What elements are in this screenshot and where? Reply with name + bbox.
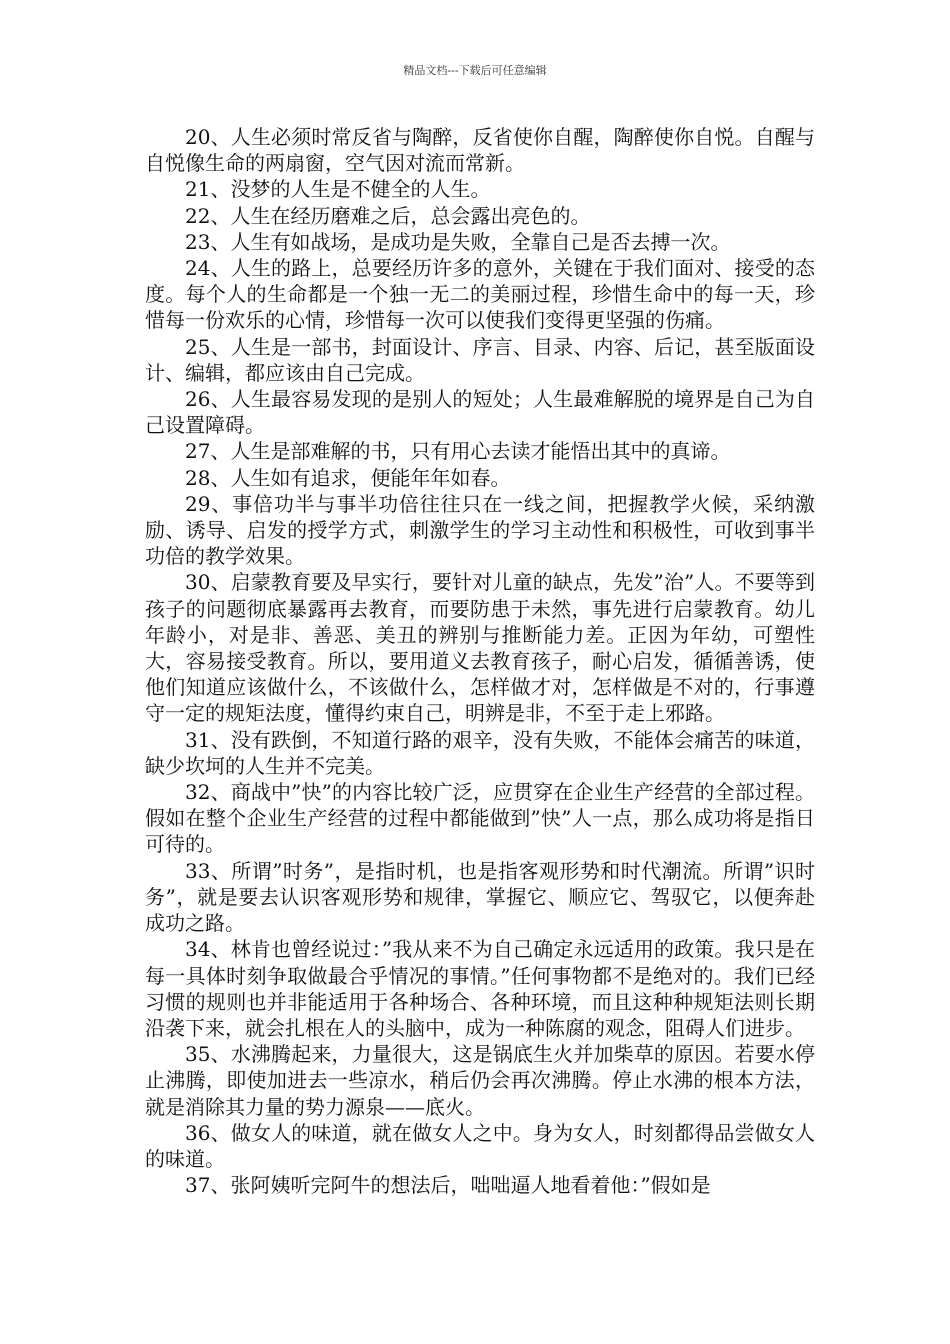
paragraph-33: 33、所谓”时务”，是指时机，也是指客观形势和时代潮流。所谓”识时务”，就是要去认识客观形势和规律，掌握它、顺应它、驾驭它，以便奔赴成功之路。 — [145, 858, 815, 936]
paragraph-35: 35、水沸腾起来，力量很大，这是锅底生火并加柴草的原因。若要水停止沸腾，即使加进去一些凉水，稍后仍会再次沸腾。停止水沸的根本方法，就是消除其力量的势力源泉——底火。 — [145, 1042, 815, 1119]
paragraph-37: 37、张阿姨听完阿牛的想法后，咄咄逼人地看着他：”假如是 — [185, 1173, 711, 1198]
paragraph-22: 22、人生在经历磨难之后，总会露出亮色的。 — [185, 203, 591, 228]
document-body — [145, 124, 815, 1198]
paragraph-20: 20、人生必须时常反省与陶醉，反省使你自醒，陶醉使你自悦。自醒与自悦像生命的两扇窗，空气因对流而常新。 — [145, 125, 815, 176]
paragraph-26: 26、人生最容易发现的是别人的短处；人生最难解脱的境界是自己为自己设置障碍。 — [145, 387, 815, 438]
paragraph-30: 30、启蒙教育要及早实行，要针对儿童的缺点，先发”治”人。不要等到孩子的问题彻底暴露再去教育，而要防患于未然，事先进行启蒙教育。幼儿年龄小，对是非、善恶、美丑的辨别与推断能力差。正因为年幼，可塑性大，容易接受教育。所以，要用道义去教育孩子，耐心启发，循循善诱，使他们知道应该做什么，不该做什么，怎样做才对，怎样做是不对的，行事遵守一定的规矩法度，懂得约束自己，明辨是非，不至于走上邪路。 — [145, 570, 815, 726]
paragraph-21: 21、没梦的人生是不健全的人生。 — [185, 177, 491, 202]
paragraph-25: 25、人生是一部书，封面设计、序言、目录、内容、后记，甚至版面设计、编辑，都应该由自己完成。 — [145, 334, 815, 385]
paragraph-36: 36、做女人的味道，就在做女人之中。身为女人，时刻都得品尝做女人的味道。 — [145, 1120, 815, 1171]
page-header: 精品文档---下载后可任意编辑 — [403, 64, 547, 77]
paragraph-34: 34、林肯也曾经说过：”我从来不为自己确定永远适用的政策。我只是在每一具体时刻争取做最合乎情况的事情。”任何事物都不是绝对的。我们已经习惯的规则也并非能适用于各种场合、各种环境，而且这种种规矩法则长期沿袭下来，就会扎根在人的头脑中，成为一种陈腐的观念，阻碍人们进步。 — [145, 937, 815, 1040]
paragraph-28: 28、人生如有追求，便能年年如春。 — [185, 465, 511, 490]
paragraph-24: 24、人生的路上，总要经历许多的意外，关键在于我们面对、接受的态度。每个人的生命都是一个独一无二的美丽过程，珍惜生命中的每一天，珍惜每一份欢乐的心情，珍惜每一次可以使我们变得更坚强的伤痛。 — [145, 256, 815, 333]
paragraph-32: 32、商战中”快”的内容比较广泛，应贯穿在企业生产经营的全部过程。假如在整个企业生产经营的过程中都能做到”快”人一点，那么成功将是指日可待的。 — [145, 780, 815, 857]
paragraph-29: 29、事倍功半与事半功倍往往只在一线之间，把握教学火候，采纳激励、诱导、启发的授学方式，刺激学生的学习主动性和积极性，可收到事半功倍的教学效果。 — [145, 491, 815, 569]
paragraph-31: 31、没有跌倒，不知道行路的艰辛，没有失败，不能体会痛苦的味道，缺少坎坷的人生并不完美。 — [145, 727, 815, 778]
paragraph-23: 23、人生有如战场，是成功是失败，全靠自己是否去搏一次。 — [185, 229, 731, 254]
paragraph-27: 27、人生是部难解的书，只有用心去读才能悟出其中的真谛。 — [185, 439, 731, 464]
